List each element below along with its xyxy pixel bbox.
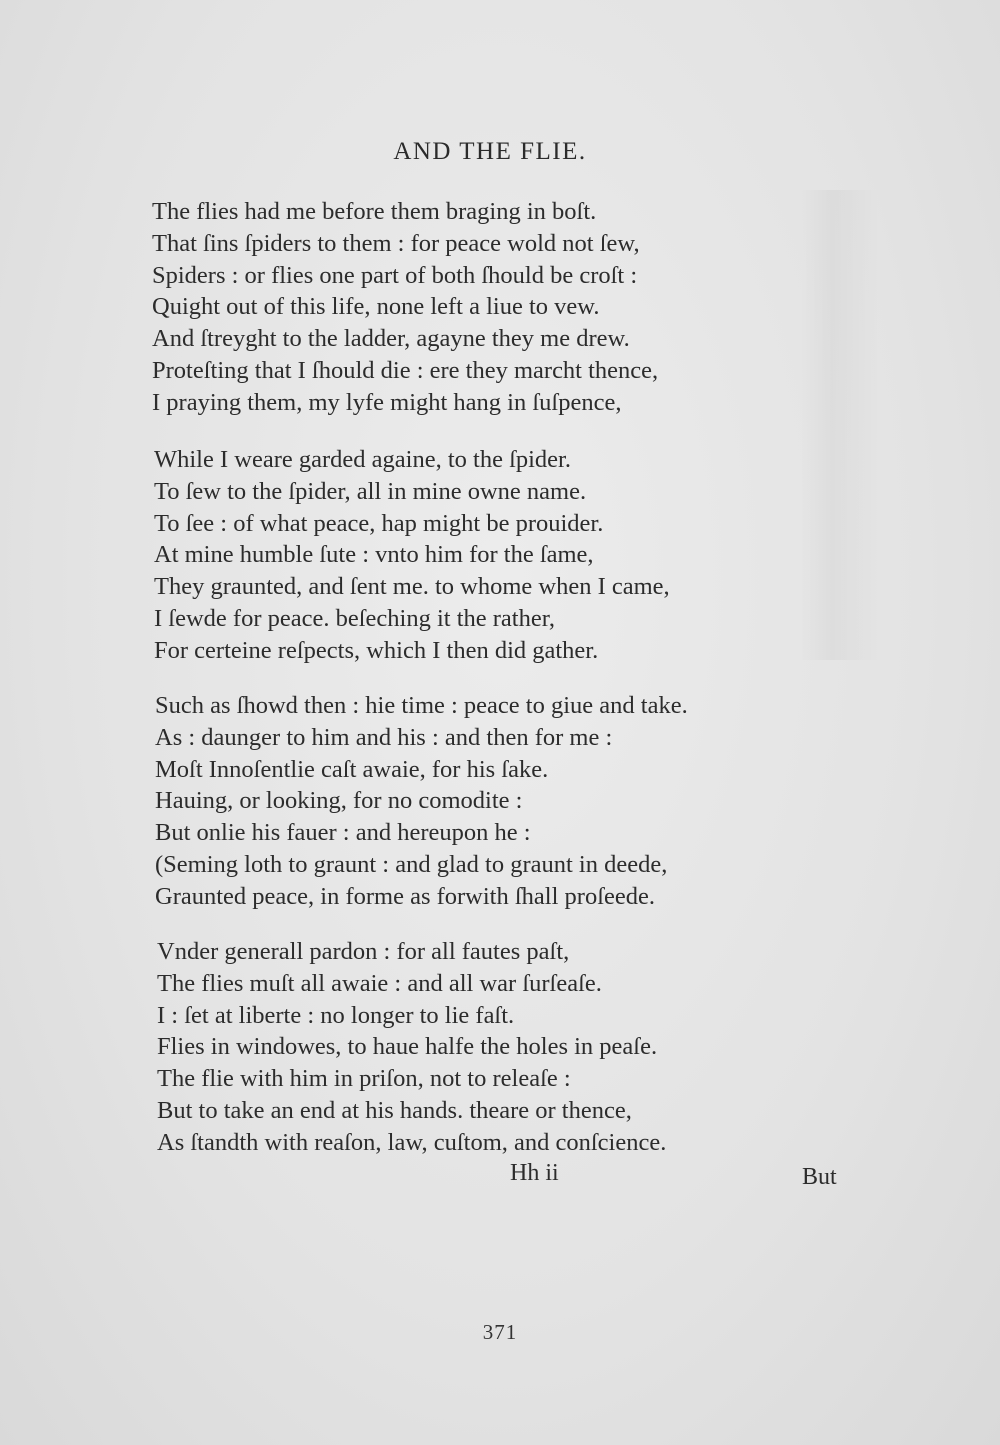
verse-line: Such as ſhowd then : hie time : peace to giue and take. [155, 692, 688, 719]
verse-line: As : daunger to him and his : and then for me : [155, 723, 613, 751]
verse-line: Flies in windowes, to haue halfe the holes in peaſe. [157, 1033, 658, 1061]
verse-line: But onlie his fauer : and hereupon he : [155, 819, 531, 847]
verse-line: I ſewde for peace. beſeching it the rather, [154, 604, 556, 632]
page-number: 371 [482, 1320, 518, 1344]
section-heading: AND THE FLIE. [393, 138, 587, 165]
verse-line: To ſee : of what peace, hap might be prouider. [154, 509, 604, 537]
verse-line: As ſtandth with reaſon, law, cuſtom, and conſcience. [157, 1128, 667, 1156]
catchword: But [802, 1164, 837, 1190]
stanza-2 [154, 444, 834, 667]
verse-line: Moſt Innoſentlie caſt awaie, for his ſake. [155, 755, 549, 783]
stanza-4 [157, 936, 837, 1159]
verse-line: Spiders : or flies one part of both ſhould be croſt : [152, 261, 638, 289]
verse-line: The flie with him in priſon, not to releaſe : [157, 1065, 571, 1093]
verse-line: The flies muſt all awaie : and all war ſurſeaſe. [157, 969, 602, 997]
verse-line: They graunted, and ſent me. to whome when I came, [154, 573, 670, 601]
verse-line: While I weare garded againe, to the ſpider. [154, 446, 571, 473]
verse-line: At mine humble ſute : vnto him for the ſame, [154, 541, 594, 569]
verse-line: I praying them, my lyfe might hang in ſuſpence, [152, 388, 622, 416]
verse-line: Hauing, or looking, for no comodite : [155, 787, 523, 815]
verse-line: I : ſet at liberte : no longer to lie faſt. [157, 1001, 515, 1029]
verse-line: But to take an end at his hands. theare or thence, [157, 1096, 632, 1124]
verse-line: Quight out of this life, none left a liue to vew. [152, 293, 600, 321]
verse-line: Graunted peace, in forme as forwith ſhall proſeede. [155, 882, 656, 910]
stanza-3 [155, 690, 835, 913]
stanza-1 [152, 196, 832, 419]
verse-line: And ſtreyght to the ladder, agayne they me drew. [152, 325, 630, 353]
verse-line: Proteſting that I ſhould die : ere they marcht thence, [152, 356, 659, 384]
signature-mark: Hh ii [510, 1160, 559, 1186]
verse-line: To ſew to the ſpider, all in mine owne name. [154, 477, 587, 505]
verse-line: For certeine reſpects, which I then did gather. [154, 636, 599, 664]
verse-line: That ſins ſpiders to them : for peace wold not ſew, [152, 229, 640, 257]
verse-line: Vnder generall pardon : for all fautes paſt, [157, 938, 570, 965]
verse-line: The flies had me before them braging in boſt. [152, 198, 597, 225]
verse-line: (Seming loth to graunt : and glad to graunt in deede, [155, 850, 668, 878]
